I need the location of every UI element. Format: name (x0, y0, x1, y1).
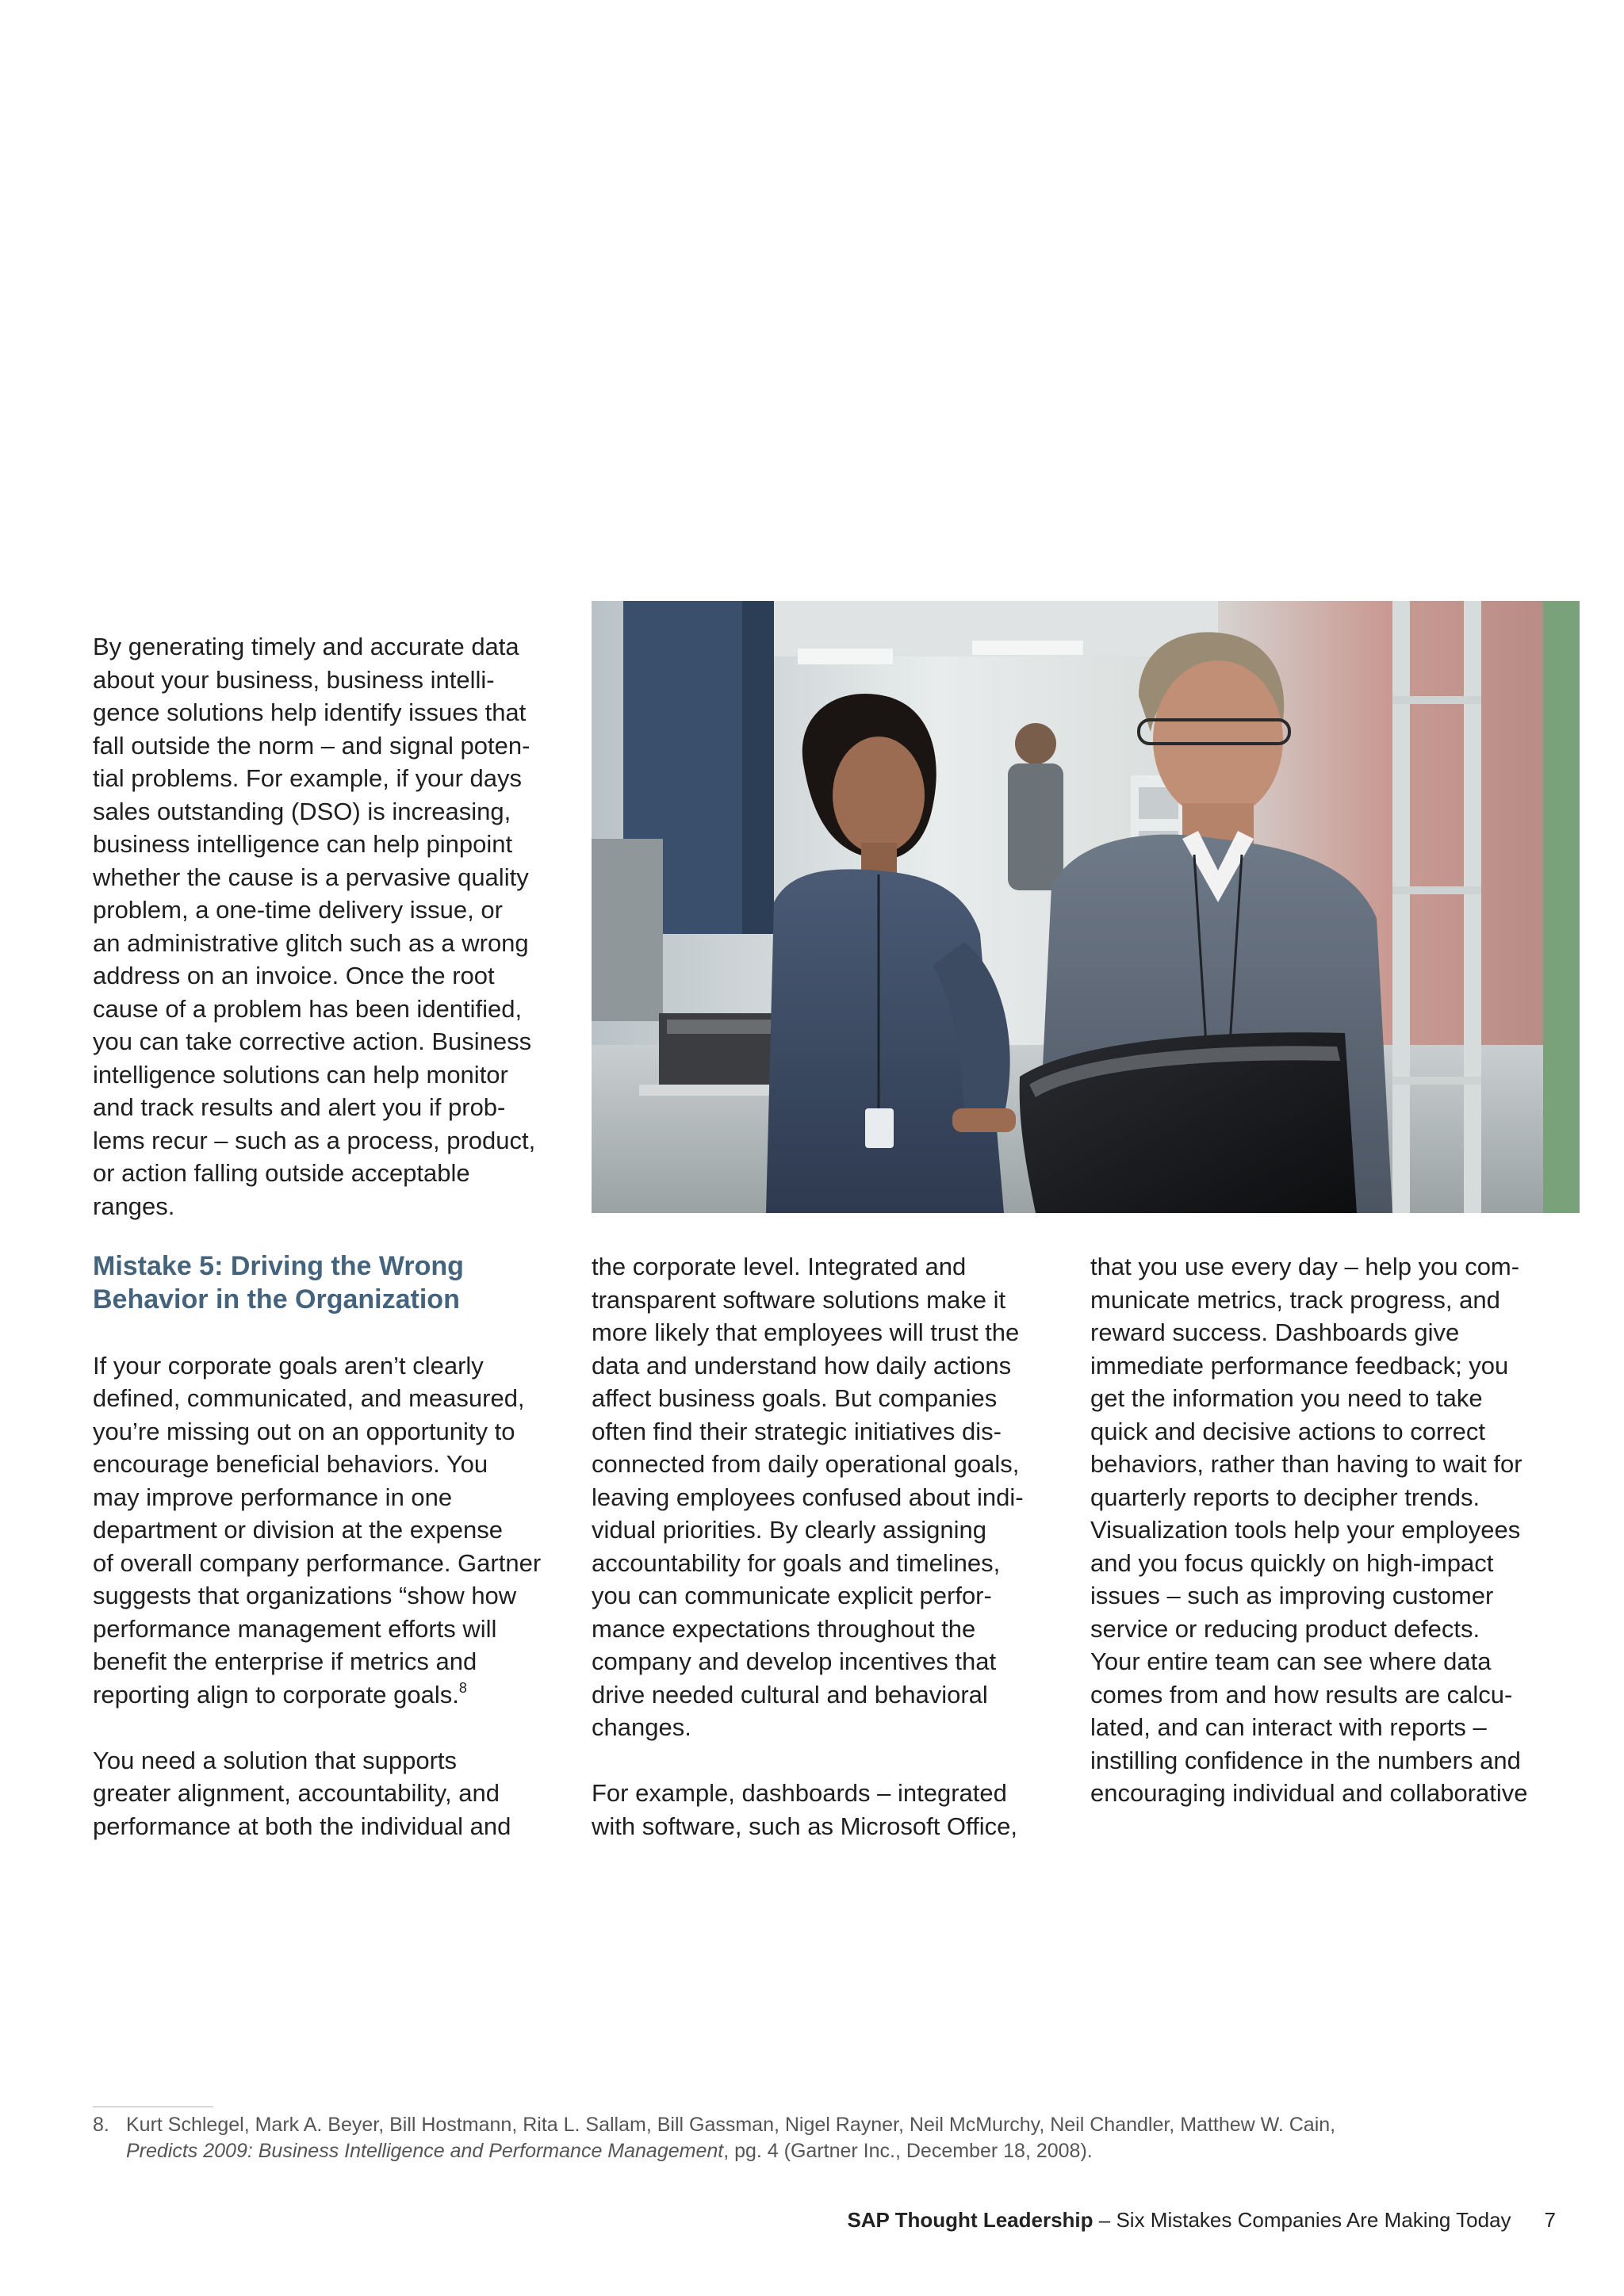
running-footer (847, 2206, 1556, 2233)
footnote-details: , pg. 4 (Gartner Inc., December 18, 2008). (723, 2140, 1093, 2162)
footnote-title: Predicts 2009: Business Intelligence and Performance Management (126, 2140, 724, 2162)
column-3 (1090, 1250, 1566, 1810)
section-heading: Mistake 5: Driving the Wrong Behavior in the Organization (93, 1251, 464, 1314)
col2-paragraph-2: For example, dashboards – integrated with software, such as Microsoft Office, (592, 1779, 1017, 1840)
col3-paragraph-1: that you use every day – help you com- municate metrics, track progress, and reward success. Dashboards give immediate performance feedback; you get the information you need to take quick and decisive actions to correct behaviors, rather than having to wait for quarterly reports to decipher trends. Visualization tools help your employees and you focus quickly on high-impact issues – such as improving customer service or reducing product defects. Your entire team can see where data comes from and how results are calcu- lated, and can interact with reports – instilling confidence in the numbers and encouraging individual and collaborative (1090, 1253, 1528, 1807)
footnote (93, 2112, 1536, 2164)
footnote-line-2 (93, 2138, 1536, 2164)
office-photo (592, 601, 1580, 1213)
footnote-authors: Kurt Schlegel, Mark A. Beyer, Bill Hostmann, Rita L. Sallam, Bill Gassman, Nigel Rayner, Neil McMurchy, Neil Chandler, Matthew W. Cain, (126, 2114, 1336, 2136)
col1-paragraph-1-text: If your corporate goals aren’t clearly defined, communicated, and measured, you’re missing out on an opportunity to encourage beneficial behaviors. You may improve performance in one department or division at the expense of overall company performance. Gartner suggests that organizations “show how performance management efforts will benefit the enterprise if metrics and reporting align to corporate goals. (93, 1351, 542, 1709)
col1-paragraph-1 (93, 1349, 569, 1712)
intro-paragraph: By generating timely and accurate data about your business, business intelli- gence solutions help identify issues that fall outside the norm – and signal poten- tial problems. For example, if your days sales outstanding (DSO) is increasing, business intelligence can help pinpoint whether the cause is a pervasive quality problem, a one-time delivery issue, or an administrative glitch such as a wrong address on an invoice. Once the root cause of a problem has been identified, you can take corrective action. Business intelligence solutions can help monitor and track results and alert you if prob- lems recur – such as a process, product, or action falling outside acceptable ranges. (93, 633, 536, 1220)
footer-brand: SAP Thought Leadership (847, 2208, 1094, 2232)
footnote-number: 8. (93, 2114, 109, 2136)
col2-paragraph-1: the corporate level. Integrated and transparent software solutions make it more likely that employees will trust the data and understand how daily actions affect business goals. But companies often find their strategic initiatives dis- connected from daily operational goals, leaving employees confused about indi- vidual priorities. By clearly assigning accountability for goals and timelines, you can communicate explicit perfor- mance expectations throughout the company and develop incentives that drive needed cultural and behavioral changes. (592, 1253, 1024, 1741)
footnote-line-1 (93, 2112, 1536, 2138)
intro-column (93, 630, 569, 1223)
col1-paragraph-2: You need a solution that supports greater alignment, accountability, and performance at both the individual and (93, 1746, 511, 1840)
footer-subtitle: – Six Mistakes Companies Are Making Today (1093, 2208, 1511, 2232)
column-1 (93, 1250, 569, 1843)
page-number: 7 (1544, 2208, 1556, 2232)
footnote-ref: 8 (458, 1679, 467, 1696)
column-2 (592, 1250, 1067, 1843)
